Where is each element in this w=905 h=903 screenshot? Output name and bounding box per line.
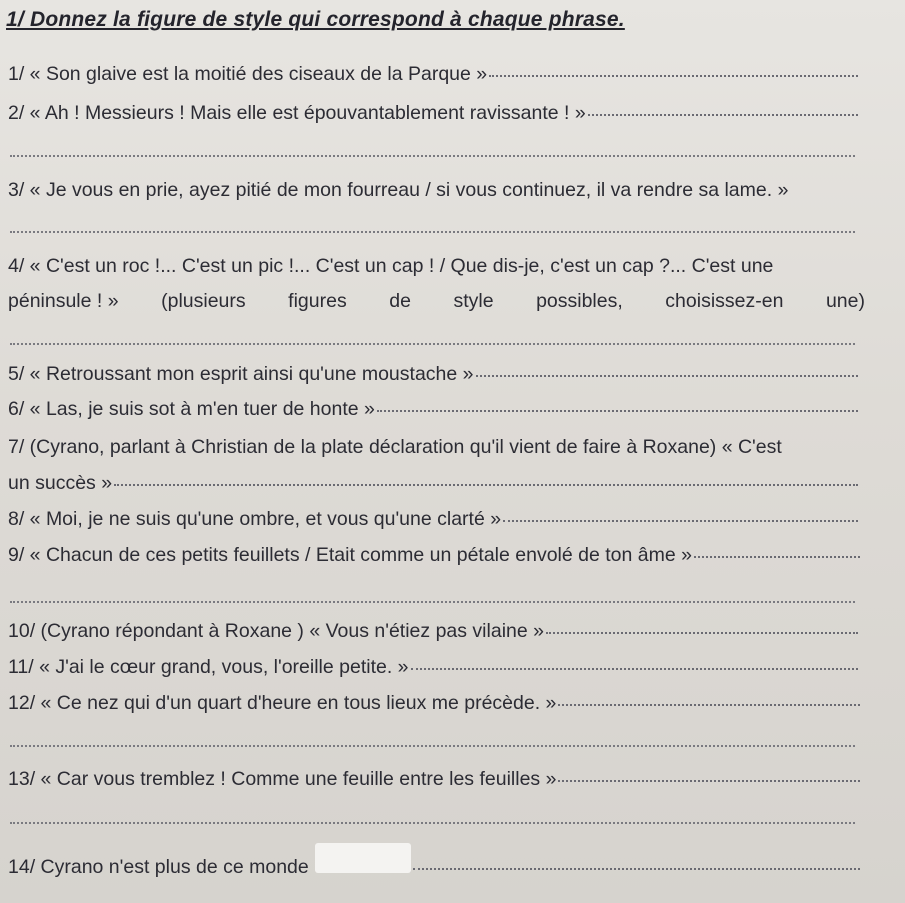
q4-word: possibles,	[536, 290, 623, 312]
question-8-text: 8/ « Moi, je ne suis qu'une ombre, et vous qu'une clarté »	[8, 508, 502, 530]
question-7	[8, 436, 888, 462]
question-11-text: 11/ « J'ai le cœur grand, vous, l'oreille petite. »	[8, 656, 409, 678]
question-10	[8, 620, 858, 646]
answer-line-13b[interactable]	[10, 822, 855, 824]
q4-word: une)	[825, 290, 865, 312]
answer-line-12b[interactable]	[10, 745, 855, 747]
question-9	[8, 544, 860, 570]
question-5-text: 5/ « Retroussant mon esprit ainsi qu'une moustache »	[8, 363, 474, 385]
question-2-text: 2/ « Ah ! Messieurs ! Mais elle est épouvantablement ravissante ! »	[8, 102, 586, 124]
question-14	[8, 843, 860, 878]
q4-word: de	[389, 290, 411, 312]
answer-blank-11[interactable]	[411, 667, 858, 670]
question-6	[8, 398, 858, 424]
question-13-text: 13/ « Car vous tremblez ! Comme une feuille entre les feuilles »	[8, 768, 557, 790]
answer-blank-1[interactable]	[489, 74, 858, 77]
answer-line-9b[interactable]	[10, 601, 855, 603]
answer-line-3[interactable]	[10, 231, 855, 233]
answer-blank-2[interactable]	[588, 113, 858, 116]
answer-blank-8[interactable]	[503, 519, 858, 522]
answer-blank-12[interactable]	[558, 703, 860, 706]
question-13	[8, 768, 860, 794]
answer-blank-5[interactable]	[476, 374, 859, 377]
exercise-title: 1/ Donnez la figure de style qui correspond à chaque phrase.	[6, 8, 625, 31]
question-12	[8, 692, 860, 718]
question-9-text: 9/ « Chacun de ces petits feuillets / Etait comme un pétale envolé de ton âme »	[8, 544, 692, 566]
question-14-text: 14/ Cyrano n'est plus de ce monde	[8, 856, 309, 878]
question-7-text-line1: 7/ (Cyrano, parlant à Christian de la plate déclaration qu'il vient de faire à Roxane) « C'est	[8, 436, 782, 458]
erased-patch	[315, 843, 411, 873]
q4-word: figures	[288, 290, 347, 312]
question-7-text-line2: un succès »	[8, 472, 113, 494]
q4-word: péninsule ! »	[8, 290, 119, 312]
answer-line-2b[interactable]	[10, 155, 855, 157]
question-8	[8, 508, 858, 534]
q4-word: style	[453, 290, 494, 312]
question-11	[8, 656, 858, 682]
question-4	[8, 255, 878, 281]
question-3-text: 3/ « Je vous en prie, ayez pitié de mon fourreau / si vous continuez, il va rendre sa lame. »	[8, 179, 789, 201]
answer-blank-13[interactable]	[558, 779, 860, 782]
question-5	[8, 363, 858, 389]
answer-blank-14[interactable]	[413, 867, 860, 870]
question-2	[8, 102, 858, 128]
question-6-text: 6/ « Las, je suis sot à m'en tuer de honte »	[8, 398, 375, 420]
question-3	[8, 179, 878, 205]
answer-blank-10[interactable]	[546, 631, 858, 634]
question-12-text: 12/ « Ce nez qui d'un quart d'heure en tous lieux me précède. »	[8, 692, 557, 714]
q4-word: choisissez-en	[665, 290, 784, 312]
question-4-text-line1: 4/ « C'est un roc !... C'est un pic !... C'est un cap ! / Que dis-je, c'est un cap ?... C'est une	[8, 255, 774, 277]
question-1	[8, 63, 858, 89]
question-1-text: 1/ « Son glaive est la moitié des ciseaux de la Parque »	[8, 63, 488, 85]
answer-blank-6[interactable]	[377, 409, 858, 412]
answer-blank-9[interactable]	[694, 555, 860, 558]
question-10-text: 10/ (Cyrano répondant à Roxane ) « Vous n'étiez pas vilaine »	[8, 620, 544, 642]
answer-blank-7[interactable]	[114, 483, 858, 486]
answer-line-4[interactable]	[10, 343, 855, 345]
question-7-line2	[8, 472, 858, 498]
question-4-line2	[8, 290, 865, 313]
q4-word: (plusieurs	[161, 290, 246, 312]
